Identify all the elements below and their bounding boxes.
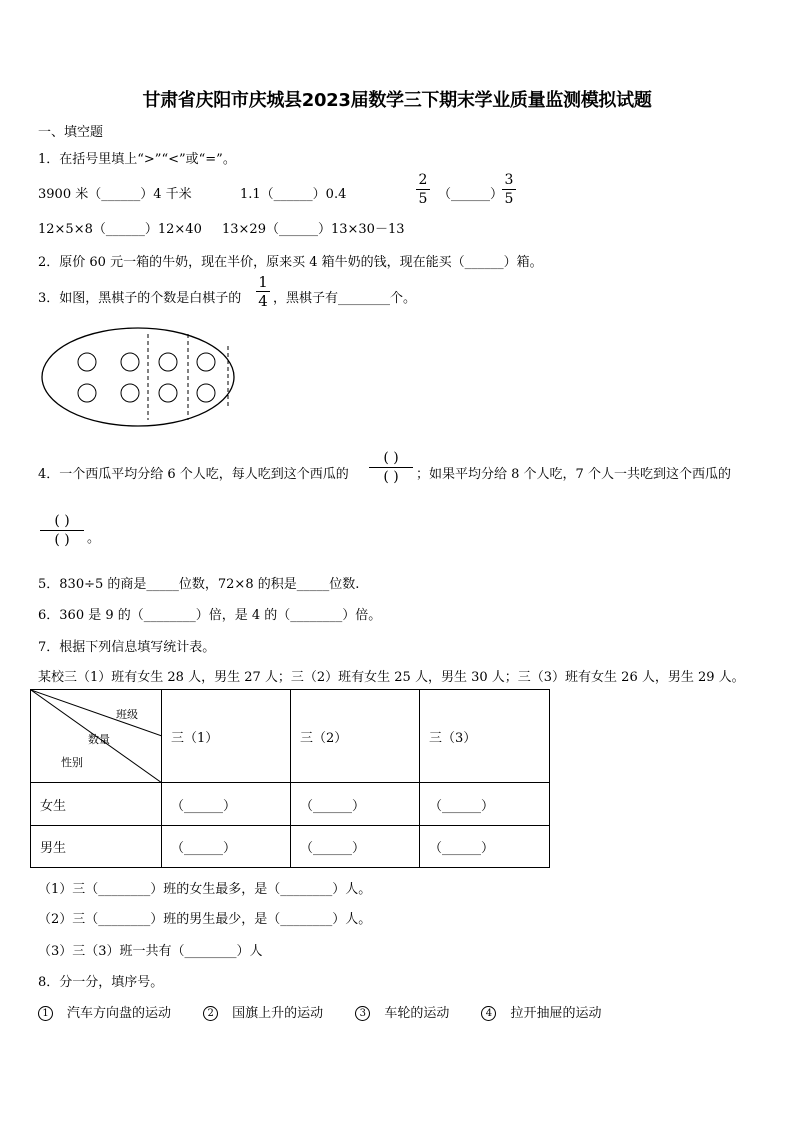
fraction-numerator: 3: [504, 172, 514, 188]
q1-text: 1．在括号里填上“>”“<”或“=”。: [38, 152, 236, 167]
q8-options: [38, 1002, 629, 1021]
q7-text: 7．根据下列信息填写统计表。: [38, 640, 216, 655]
chess-piece: [159, 384, 177, 402]
q8-text: 8．分一分，填序号。: [38, 975, 164, 990]
circled-number: 3: [355, 1006, 370, 1021]
q4-fraction-blank-2[interactable]: [40, 513, 84, 548]
q7-sub-1: （1）三（________）班的女生最多，是（________）人。: [38, 882, 372, 897]
diagonal-line: [31, 690, 162, 736]
table-cell-blank[interactable]: （______）: [420, 783, 550, 826]
q1-item-1: 3900 米（______）4 千米: [38, 187, 192, 202]
option-label: 国旗上升的运动: [232, 1006, 324, 1021]
row-label: 男生: [31, 826, 162, 868]
q1-fraction-a: [416, 172, 430, 207]
chess-piece: [197, 353, 215, 371]
table-header-row: [31, 690, 550, 783]
header-label-gender: 性别: [61, 756, 83, 769]
table-row: [31, 783, 550, 826]
fraction-numerator: 1: [258, 273, 268, 291]
q4-fraction-blank-1[interactable]: [369, 450, 413, 485]
chess-piece: [121, 384, 139, 402]
q1-item-2: 1.1（______）0.4: [240, 187, 347, 202]
circled-number: 4: [481, 1006, 496, 1021]
oval-border: [42, 328, 234, 426]
q8-option-2: [203, 1006, 337, 1021]
chess-piece: [197, 384, 215, 402]
option-label: 车轮的运动: [384, 1006, 450, 1021]
chess-piece: [121, 353, 139, 371]
q2-text: 2．原价 60 元一箱的牛奶，现在半价，原来买 4 箱牛奶的钱，现在能买（______）箱。: [38, 255, 543, 270]
table-cell-blank[interactable]: （______）: [291, 826, 420, 868]
header-label-class: 班级: [116, 708, 138, 721]
row-label: 女生: [31, 783, 162, 826]
column-header: 三（2）: [291, 690, 420, 783]
fraction-denominator-blank[interactable]: ( ): [383, 469, 399, 485]
fraction-denominator: 5: [504, 191, 514, 207]
q3-fraction: [256, 274, 270, 309]
q1-item-5: 13×29（______）13×30－13: [222, 222, 405, 237]
table-cell-blank[interactable]: （______）: [420, 826, 550, 868]
q4-text-end: 。: [87, 531, 101, 546]
page-title: 甘肃省庆阳市庆城县2023届数学三下期末学业质量监测模拟试题: [142, 90, 652, 111]
q5-text: 5．830÷5 的商是_____位数，72×8 的积是_____位数.: [38, 577, 360, 592]
column-header: 三（1）: [162, 690, 291, 783]
q8-option-1: [38, 1006, 185, 1021]
q1-item-3-blank[interactable]: （______）: [438, 187, 504, 202]
table-row: [31, 826, 550, 868]
statistics-table: [30, 689, 550, 868]
q1-fraction-b: [502, 172, 516, 207]
diagonal-header-cell: [31, 690, 162, 783]
chess-piece: [78, 353, 96, 371]
q3-text-pre: 3．如图，黑棋子的个数是白棋子的: [38, 291, 242, 306]
chess-piece: [78, 384, 96, 402]
section-heading: 一、填空题: [38, 125, 104, 140]
q8-option-4: [481, 1006, 615, 1021]
q7-info: 某校三（1）班有女生 28 人，男生 27 人；三（2）班有女生 25 人，男生 30 人；三（3）班有女生 26 人，男生 29 人。: [38, 670, 745, 685]
table-cell-blank[interactable]: （______）: [162, 783, 291, 826]
column-header: 三（3）: [420, 690, 550, 783]
q8-option-3: [355, 1006, 463, 1021]
fraction-numerator-blank[interactable]: ( ): [54, 513, 70, 529]
option-label: 汽车方向盘的运动: [67, 1006, 172, 1021]
table-cell-blank[interactable]: （______）: [291, 783, 420, 826]
fraction-denominator-blank[interactable]: ( ): [54, 532, 70, 548]
q1-item-4: 12×5×8（______）12×40: [38, 222, 202, 237]
chess-piece: [159, 353, 177, 371]
fraction-denominator: 5: [418, 191, 428, 207]
q4-text-pre: 4．一个西瓜平均分给 6 个人吃，每人吃到这个西瓜的: [38, 467, 349, 482]
option-label: 拉开抽屉的运动: [510, 1006, 602, 1021]
fraction-denominator: 4: [258, 292, 268, 310]
fraction-numerator: 2: [418, 172, 428, 188]
circled-number: 2: [203, 1006, 218, 1021]
fraction-numerator-blank[interactable]: ( ): [383, 450, 399, 466]
q4-text-mid: ；如果平均分给 8 个人吃，7 个人一共吃到这个西瓜的: [416, 467, 731, 482]
q3-text-post: ，黑棋子有________个。: [273, 291, 417, 306]
q7-sub-2: （2）三（________）班的男生最少，是（________）人。: [38, 912, 372, 927]
circled-number: 1: [38, 1006, 53, 1021]
table-cell-blank[interactable]: （______）: [162, 826, 291, 868]
q6-text: 6．360 是 9 的（________）倍，是 4 的（________）倍。: [38, 608, 382, 623]
chess-pieces-figure: [40, 326, 236, 428]
header-label-count: 数量: [88, 733, 110, 746]
q7-sub-3: （3）三（3）班一共有（________）人: [38, 944, 263, 959]
